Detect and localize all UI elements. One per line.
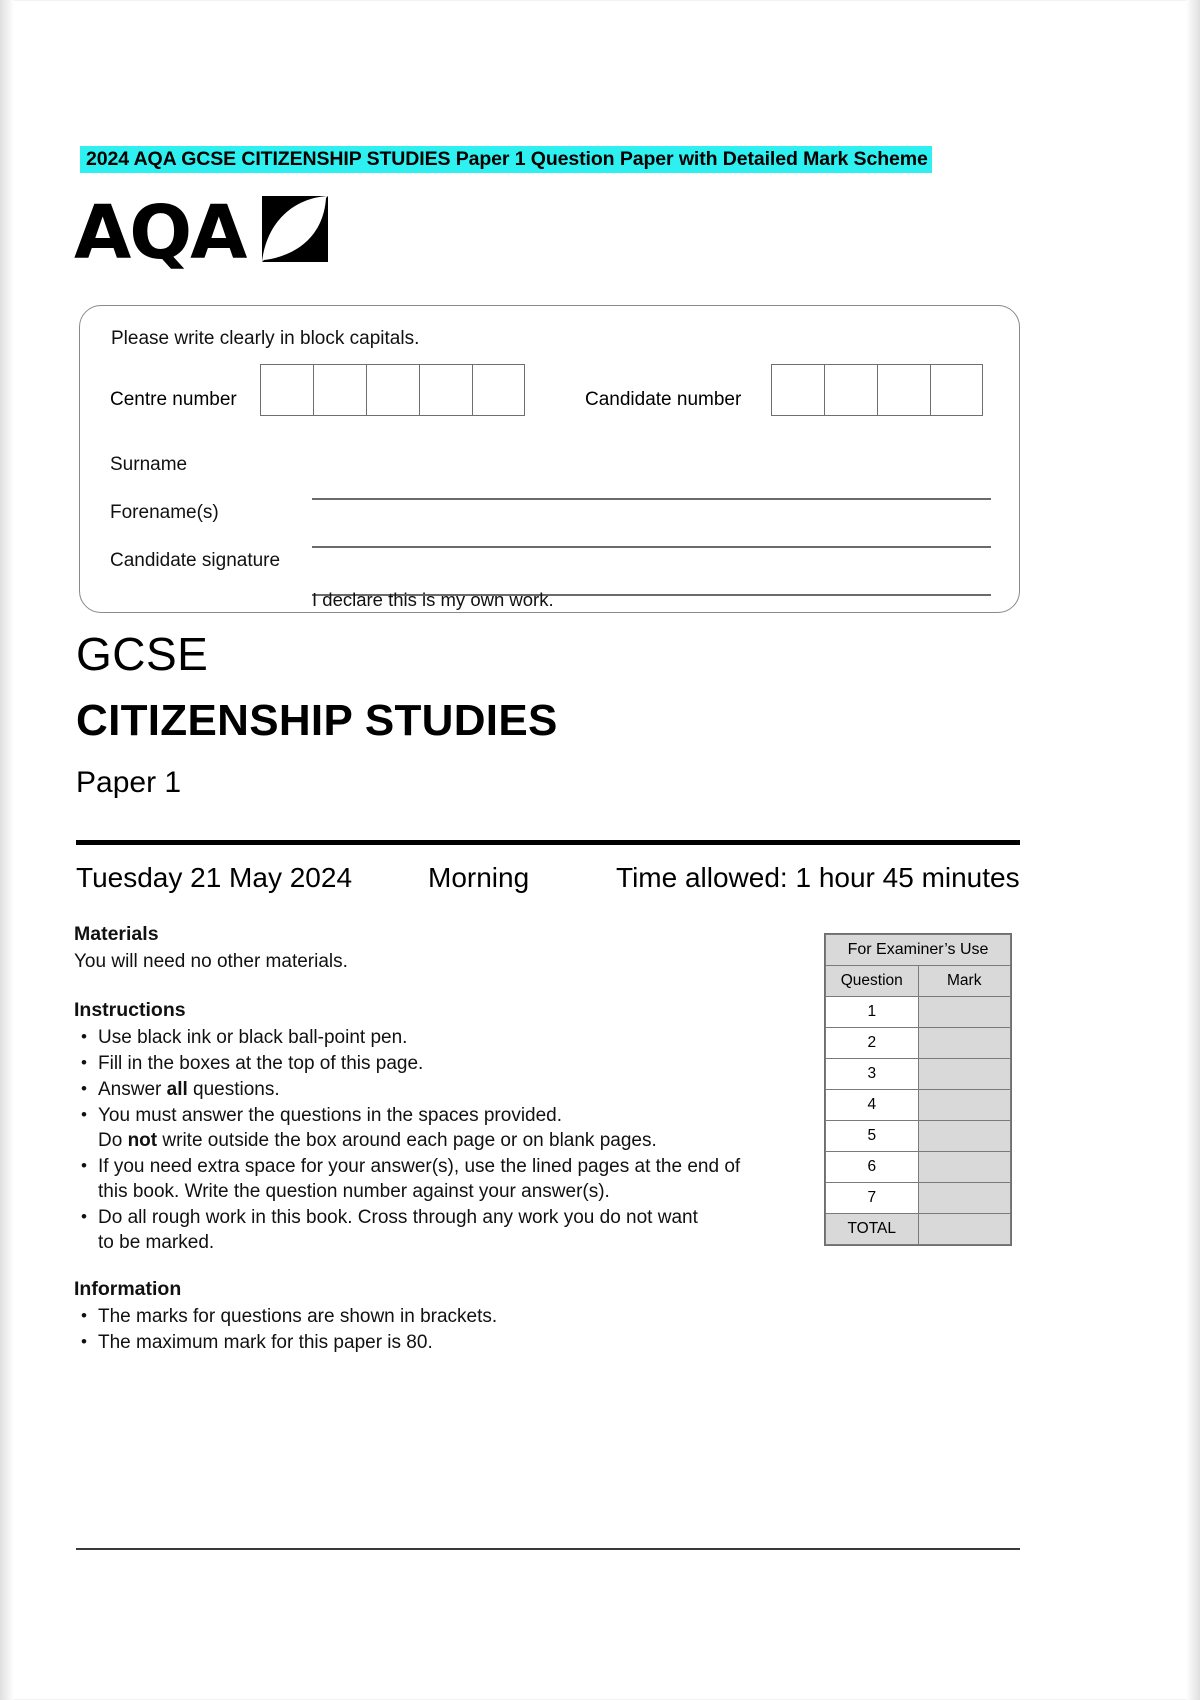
total-label: TOTAL [826,1214,919,1245]
page-edge-right [1186,0,1200,1700]
exam-session: Morning [428,862,530,893]
mark-cell[interactable] [918,1028,1011,1059]
footer-divider [76,1548,1020,1550]
table-row [826,1152,1011,1183]
materials-text: You will need no other materials. [74,951,348,972]
information-item [98,1304,804,1329]
instruction-text: If you need extra space for your answer(s), use the lined pages at the end of [98,1156,741,1177]
table-row-total [826,1214,1011,1245]
instruction-text: Fill in the boxes at the top of this page. [98,1053,424,1074]
instruction-item [98,1205,804,1255]
instruction-subtext-bold: not [127,1130,158,1151]
information-text: The marks for questions are shown in brackets. [98,1306,498,1327]
instruction-text: Use black ink or black ball-point pen. [98,1027,408,1048]
centre-number-cell[interactable] [313,364,366,416]
table-row [826,1183,1011,1214]
instruction-subtext: to be marked. [98,1232,215,1253]
instruction-text-post: questions. [187,1079,280,1100]
document-title-banner [80,146,1065,172]
centre-number-cell[interactable] [260,364,313,416]
question-number: 2 [826,1028,919,1059]
candidate-signature-label: Candidate signature [110,550,281,571]
table-row [826,1028,1011,1059]
mark-cell[interactable] [918,1121,1011,1152]
information-heading: Information [74,1278,182,1300]
question-number: 1 [826,997,919,1028]
qualification-title: GCSE [76,628,209,680]
candidate-details-box [79,305,1020,613]
instruction-text-pre: Answer [98,1079,167,1100]
question-number: 7 [826,1183,919,1214]
table-row [826,1090,1011,1121]
candidate-number-input[interactable] [771,364,983,416]
forename-label: Forename(s) [110,502,219,523]
centre-number-input[interactable] [260,364,525,416]
forename-input[interactable] [312,546,991,548]
instructions-column [74,922,804,1377]
candidate-number-cell[interactable] [771,364,824,416]
surname-input[interactable] [312,498,991,500]
exam-details-row [76,862,1020,906]
information-text: The maximum mark for this paper is 80. [98,1332,433,1353]
surname-label: Surname [110,454,188,475]
title-divider [76,840,1020,845]
centre-number-cell[interactable] [419,364,472,416]
candidate-number-cell[interactable] [930,364,983,416]
table-row [826,997,1011,1028]
aqa-logo-text: AQA [74,190,246,276]
instructions-list [74,1025,804,1255]
block-capitals-instruction: Please write clearly in block capitals. [111,328,420,349]
aqa-logo [74,190,334,282]
information-item [98,1330,804,1355]
mark-cell[interactable] [918,1059,1011,1090]
instruction-item [98,1077,804,1102]
information-list [74,1304,804,1355]
document-title-text: 2024 AQA GCSE CITIZENSHIP STUDIES Paper 1 Question Paper with Detailed Mark Scheme [80,146,932,173]
surname-row [80,454,1019,500]
centre-number-cell[interactable] [472,364,525,416]
examiner-use-table [824,933,1012,1246]
paper-title: Paper 1 [76,766,182,799]
question-number: 4 [826,1090,919,1121]
instruction-text: You must answer the questions in the spaces provided. [98,1105,563,1126]
instruction-text: Do all rough work in this book. Cross through any work you do not want [98,1207,698,1228]
instruction-subtext-pre: Do [98,1130,128,1151]
examiner-table-col-question: Question [826,966,919,997]
centre-number-label: Centre number [110,389,237,410]
instruction-item [98,1103,804,1153]
examiner-table-title: For Examiner’s Use [826,935,1011,966]
candidate-number-label: Candidate number [585,389,742,410]
exam-time-allowed: Time allowed: 1 hour 45 minutes [616,862,1020,893]
exam-date: Tuesday 21 May 2024 [76,862,353,893]
instruction-subtext-post: write outside the box around each page or on blank pages. [157,1130,657,1151]
subject-title: CITIZENSHIP STUDIES [76,696,558,745]
mark-cell[interactable] [918,997,1011,1028]
declaration-text: I declare this is my own work. [312,589,554,610]
candidate-number-cell[interactable] [824,364,877,416]
instruction-subtext [98,1128,804,1153]
centre-number-cell[interactable] [366,364,419,416]
table-row [826,1059,1011,1090]
materials-heading: Materials [74,923,159,945]
instruction-item [98,1154,804,1204]
instructions-heading: Instructions [74,999,186,1021]
total-mark-cell[interactable] [918,1214,1011,1245]
instruction-item [98,1025,804,1050]
mark-cell[interactable] [918,1152,1011,1183]
candidate-number-cell[interactable] [877,364,930,416]
instruction-item [98,1051,804,1076]
mark-cell[interactable] [918,1090,1011,1121]
table-row [826,1121,1011,1152]
instruction-subtext: this book. Write the question number against your answer(s). [98,1181,610,1202]
question-number: 6 [826,1152,919,1183]
forename-row [80,502,1019,548]
question-number: 3 [826,1059,919,1090]
examiner-table-col-mark: Mark [918,966,1011,997]
question-number: 5 [826,1121,919,1152]
aqa-leaf-icon [262,196,328,262]
instruction-text-bold: all [166,1079,188,1100]
page-edge-left [0,0,14,1700]
mark-cell[interactable] [918,1183,1011,1214]
